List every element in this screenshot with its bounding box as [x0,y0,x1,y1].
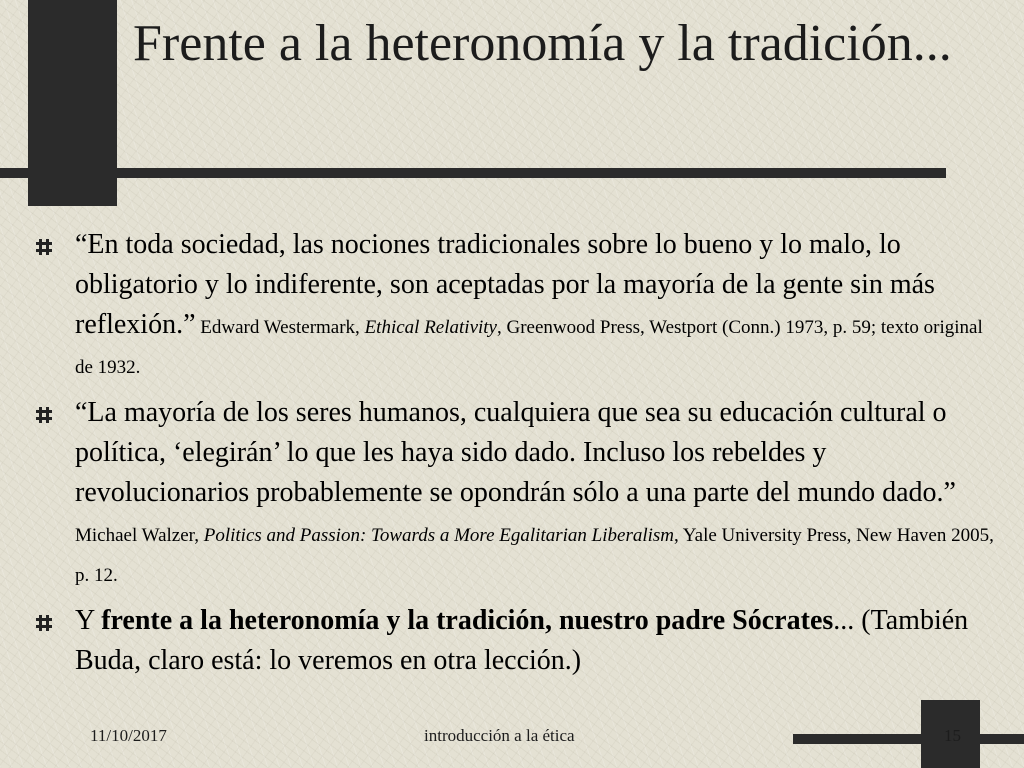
quote-text: “En toda sociedad, las nociones tradicionales sobre lo bueno y lo malo, lo obligatorio y lo indiferente, son aceptadas por la mayoría de la gente sin más reflexión.” [75,229,935,340]
title-rule [0,168,946,178]
hash-bullet-icon [36,407,52,423]
citation-details: , Greenwood Press, Westport (Conn.) 1973, p. 59; texto original de 1932. [75,317,983,378]
bullet-item-westermark [36,225,996,385]
slide-title: Frente a la heteronomía y la tradición... [133,15,952,72]
bullet-rest: ... (También Buda, claro está: lo veremos en otra lección.) [75,605,969,676]
hash-bullet-icon [36,615,52,631]
footer-rule [793,734,1024,744]
citation-author: Michael Walzer, [75,525,204,546]
bullet-lead: Y [75,605,102,636]
bullet-item-socrates [36,601,996,681]
bullet-item-walzer [36,393,996,593]
citation-work: Ethical Relativity [364,317,497,338]
bullet-list [36,225,996,689]
citation-author: Edward Westermark, [195,317,365,338]
hash-bullet-icon [36,239,52,255]
citation-details: , Yale University Press, New Haven 2005, p. 12. [75,525,994,586]
footer-date: 11/10/2017 [90,726,167,745]
citation-work: Politics and Passion: Towards a More Egalitarian Liberalism [203,525,675,546]
slide-number: 15 [944,726,961,745]
bullet-emphasis: frente a la heteronomía y la tradición, nuestro padre Sócrates [101,605,834,636]
quote-text: “La mayoría de los seres humanos, cualquiera que sea su educación cultural o política, ‘elegirán’ lo que les haya sido dado. Incluso los rebeldes y revolucionarios probablemente se opondrán sólo a una parte del mundo dado.” [75,397,956,508]
footer-course-title: introducción a la ética [424,726,575,745]
